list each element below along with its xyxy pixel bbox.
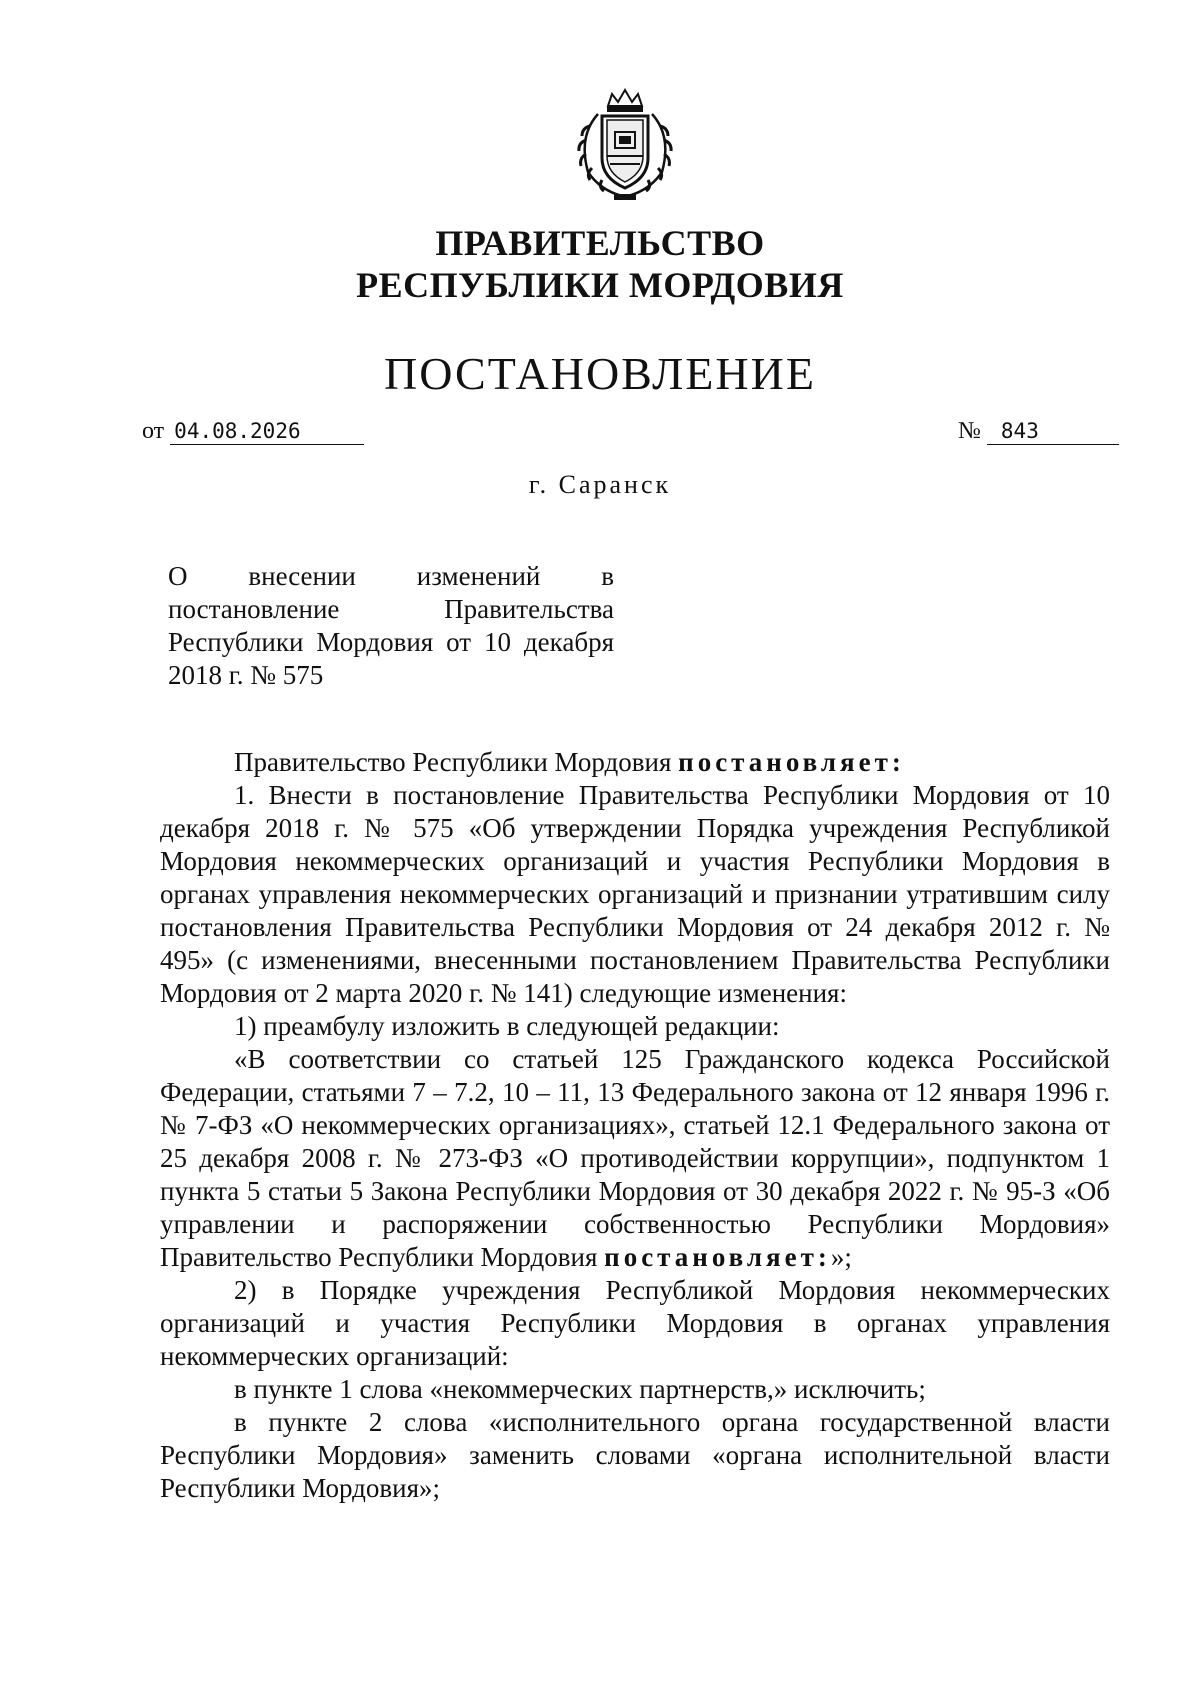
subject-line-2: 2018 г. № 575 (168, 660, 324, 690)
document-type: ПОСТАНОВЛЕНИЕ (384, 348, 816, 399)
number-prefix: № (958, 418, 981, 444)
body-paragraph-5: в пункте 1 слова «некоммерческих партнерств,» исключить; (234, 1374, 926, 1404)
body-paragraph-6: в пункте 2 слова «исполнительного органа государственной власти Республики Мордовия» заменить словами «органа исполнительной власти Республики Мордовия»; (160, 1407, 1110, 1503)
body-paragraph-4: 2) в Порядке учреждения Республикой Мордовия некоммерческих организаций и участия Республики Мордовия в органах управления некоммерческих организаций: (160, 1275, 1110, 1371)
preamble-text: «В соответствии со статьей 125 Гражданского кодекса Российской Федерации, статьями 7 – 7.2, 10 – 11, 13 Федерального закона от 12 января 1996 г. № 7-ФЗ «О некоммерческих организациях», статьей 12.1 Федерального закона от 25 декабря 2008 г. № 273-ФЗ «О противодействии коррупции», подпунктом 1 пункта 5 статьи 5 Закона Республики Мордовия от 30 декабря 2022 г. № 95-З «Об управлении и распоряжении собственностью Республики Мордовия» Правительство Республики Мордовия (160, 1044, 1110, 1272)
date-prefix: от (142, 418, 165, 444)
preamble-end: »; (830, 1242, 852, 1272)
government-line-1: ПРАВИТЕЛЬСТВО (435, 223, 765, 263)
document-date (142, 418, 364, 445)
body-paragraph-3 (160, 1043, 1110, 1274)
government-line-2: РЕСПУБЛИКИ МОРДОВИЯ (356, 265, 844, 305)
preamble-bold: постановляет: (604, 1242, 831, 1272)
number-value: 843 (987, 418, 1119, 445)
document-body (160, 746, 1110, 1505)
body-paragraph-2: 1) преамбулу изложить в следующей редакции: (234, 1011, 780, 1041)
document-subject (168, 560, 614, 692)
government-title (0, 222, 1200, 306)
body-intro (160, 746, 1110, 779)
date-value: 04.08.2026 (170, 418, 364, 445)
intro-text: Правительство Республики Мордовия (234, 747, 672, 777)
intro-bold: постановляет: (678, 747, 905, 777)
coat-of-arms-icon (560, 86, 690, 206)
city: г. Саранск (528, 470, 672, 499)
document-number (958, 418, 1119, 445)
subject-line-1: О внесении изменений в постановление Правительства Республики Мордовия от 10 декабря (168, 561, 614, 657)
body-paragraph-1: 1. Внести в постановление Правительства Республики Мордовия от 10 декабря 2018 г. № 575 «Об утверждении Порядка учреждения Республикой Мордовия некоммерческих организаций и участия Республики Мордовия в органах управления некоммерческих организаций и признании утратившим силу постановления Правительства Республики Мордовия от 24 декабря 2012 г. № 495» (с изменениями, внесенными постановлением Правительства Республики Мордовия от 2 марта 2020 г. № 141) следующие изменения: (160, 780, 1110, 1008)
